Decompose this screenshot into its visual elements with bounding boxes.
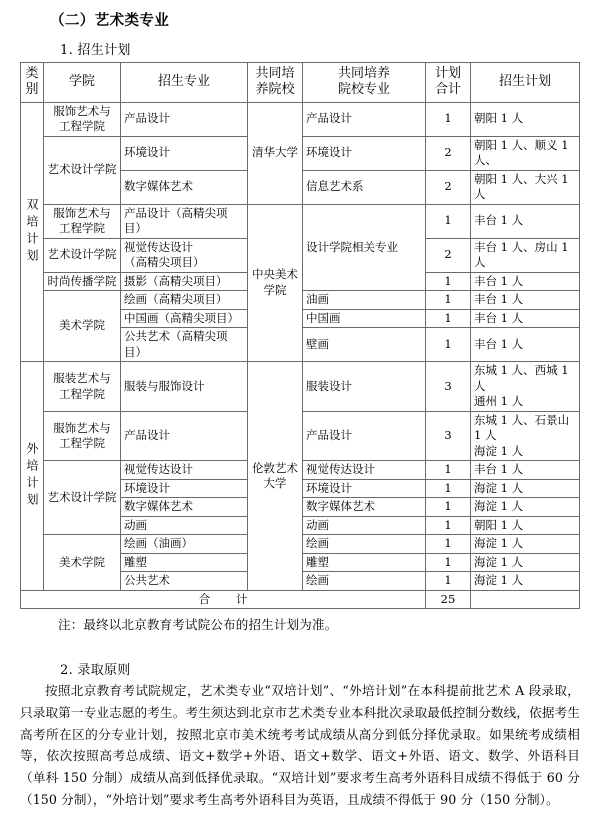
table-header [21, 63, 580, 103]
partner-school-cell-cafa: 中央美术学院 [248, 204, 303, 362]
college-cell: 美术学院 [44, 291, 121, 362]
total-cell: 1 [426, 572, 471, 591]
section2-paragraph: 按照北京教育考试院规定，艺术类专业“双培计划”、“外培计划”在本科提前批艺术 A 段录取，只录取第一专业志愿的考生。考生须达到北京市艺术类专业本科批次录取最低控制分数线，依据考生高考所在区的分专业计划，按照北京市美术统考考试成绩从高分到低分择优录取。如果统考成绩相等，依次按照高考总成绩、语文+数学+外语、语文+数学、语文+外语、语文、数学、外语科目（单科 150 分制）成绩从高到低择优录取。“双培计划”要求考生高考外语科目成绩不得低于 60 分（150 分制），“外培计划”要求考生高考外语科目为英语，且成绩不得低于 90 分（150 分制）。 [20, 683, 580, 807]
subsection-title: 1. 招生计划 [60, 43, 131, 58]
plan-cell: 海淀 1 人 [471, 479, 580, 498]
total-cell: 1 [426, 291, 471, 310]
total-cell: 1 [426, 553, 471, 572]
partner-major-cell: 数字媒体艺术 [303, 498, 426, 517]
college-cell: 艺术设计学院 [44, 136, 121, 204]
section2-title: 2. 录取原则 [60, 663, 131, 679]
college-cell: 服饰艺术与 工程学院 [44, 411, 121, 461]
plan-cell: 朝阳 1 人、顺义 1 人、 [471, 136, 580, 170]
category-cell-waipei: 外培计划 [21, 362, 44, 591]
partner-major-cell: 中国画 [303, 309, 426, 328]
table-note: 注：最终以北京教育考试院公布的招生计划为准。 [58, 617, 338, 633]
plan-cell: 东城 1 人、西城 1 人 通州 1 人 [471, 362, 580, 412]
total-cell: 2 [426, 170, 471, 204]
partner-major-cell: 信息艺术系 [303, 170, 426, 204]
table-total-row [21, 590, 580, 609]
plan-cell: 丰台 1 人 [471, 291, 580, 310]
table-row [21, 204, 580, 238]
partner-school-cell-ual: 伦敦艺术大学 [248, 362, 303, 591]
major-cell: 产品设计（高精尖项目） [121, 204, 248, 238]
major-cell: 公共艺术（高精尖项目） [121, 328, 248, 362]
total-cell: 1 [426, 272, 471, 291]
partner-major-cell: 绘画 [303, 535, 426, 554]
major-cell: 产品设计 [121, 102, 248, 136]
college-cell: 艺术设计学院 [44, 238, 121, 272]
total-cell: 2 [426, 238, 471, 272]
college-cell: 服装艺术与 工程学院 [44, 362, 121, 412]
plan-cell: 丰台 1 人 [471, 328, 580, 362]
col-header-partner-major: 共同培养 院校专业 [303, 63, 426, 103]
total-cell: 2 [426, 136, 471, 170]
col-header-college: 学院 [44, 63, 121, 103]
total-row-value: 25 [426, 590, 471, 609]
major-cell: 雕塑 [121, 553, 248, 572]
table-row [21, 102, 580, 136]
total-row-plan [471, 590, 580, 609]
college-cell: 艺术设计学院 [44, 461, 121, 535]
total-cell: 3 [426, 411, 471, 461]
partner-major-cell: 产品设计 [303, 411, 426, 461]
major-cell: 摄影（高精尖项目） [121, 272, 248, 291]
college-cell: 时尚传播学院 [44, 272, 121, 291]
total-cell: 1 [426, 479, 471, 498]
major-cell: 绘画（高精尖项目） [121, 291, 248, 310]
major-cell: 动画 [121, 516, 248, 535]
total-cell: 3 [426, 362, 471, 412]
major-cell: 数字媒体艺术 [121, 498, 248, 517]
plan-cell: 丰台 1 人、房山 1 人 [471, 238, 580, 272]
major-cell: 环境设计 [121, 136, 248, 170]
document-page [0, 9, 600, 836]
table-header-row [21, 63, 580, 103]
partner-major-cell: 雕塑 [303, 553, 426, 572]
partner-major-cell: 环境设计 [303, 136, 426, 170]
total-cell: 1 [426, 461, 471, 480]
plan-cell: 海淀 1 人 [471, 498, 580, 517]
major-cell: 数字媒体艺术 [121, 170, 248, 204]
plan-cell: 朝阳 1 人、大兴 1 人 [471, 170, 580, 204]
college-cell: 美术学院 [44, 535, 121, 591]
plan-cell: 朝阳 1 人 [471, 516, 580, 535]
college-cell: 服饰艺术与 工程学院 [44, 102, 121, 136]
partner-major-cell: 视觉传达设计 [303, 461, 426, 480]
table-row [21, 362, 580, 412]
major-cell: 绘画（油画） [121, 535, 248, 554]
plan-cell: 丰台 1 人 [471, 461, 580, 480]
partner-major-cell: 动画 [303, 516, 426, 535]
col-header-major: 招生专业 [121, 63, 248, 103]
col-header-plan: 招生计划 [471, 63, 580, 103]
partner-major-cell: 环境设计 [303, 479, 426, 498]
table-body [21, 102, 580, 609]
total-cell: 1 [426, 535, 471, 554]
major-cell: 环境设计 [121, 479, 248, 498]
total-cell: 1 [426, 204, 471, 238]
partner-major-cell: 产品设计 [303, 102, 426, 136]
plan-cell: 东城 1 人、石景山 1 人 海淀 1 人 [471, 411, 580, 461]
plan-cell: 朝阳 1 人 [471, 102, 580, 136]
partner-major-cell: 油画 [303, 291, 426, 310]
total-row-label: 合 计 [21, 590, 426, 609]
plan-cell: 丰台 1 人 [471, 204, 580, 238]
category-cell-shuangpei: 双培计划 [21, 102, 44, 362]
college-cell: 服饰艺术与 工程学院 [44, 204, 121, 238]
total-cell: 1 [426, 309, 471, 328]
plan-cell: 丰台 1 人 [471, 309, 580, 328]
col-header-total: 计划 合计 [426, 63, 471, 103]
partner-major-cell: 设计学院相关专业 [303, 204, 426, 291]
plan-cell: 海淀 1 人 [471, 535, 580, 554]
col-header-partner-school: 共同培 养院校 [248, 63, 303, 103]
admission-plan-table [20, 62, 580, 609]
total-cell: 1 [426, 516, 471, 535]
page-title: （二）艺术类专业 [50, 12, 170, 29]
major-cell: 公共艺术 [121, 572, 248, 591]
partner-major-cell: 壁画 [303, 328, 426, 362]
partner-major-cell: 绘画 [303, 572, 426, 591]
major-cell: 产品设计 [121, 411, 248, 461]
plan-cell: 海淀 1 人 [471, 572, 580, 591]
partner-major-cell: 服装设计 [303, 362, 426, 412]
total-cell: 1 [426, 498, 471, 517]
major-cell: 视觉传达设计 （高精尖项目） [121, 238, 248, 272]
partner-school-cell-tsinghua: 清华大学 [248, 102, 303, 204]
col-header-category: 类别 [21, 63, 44, 103]
total-cell: 1 [426, 102, 471, 136]
major-cell: 服装与服饰设计 [121, 362, 248, 412]
plan-cell: 丰台 1 人 [471, 272, 580, 291]
major-cell: 视觉传达设计 [121, 461, 248, 480]
plan-cell: 海淀 1 人 [471, 553, 580, 572]
total-cell: 1 [426, 328, 471, 362]
major-cell: 中国画（高精尖项目） [121, 309, 248, 328]
